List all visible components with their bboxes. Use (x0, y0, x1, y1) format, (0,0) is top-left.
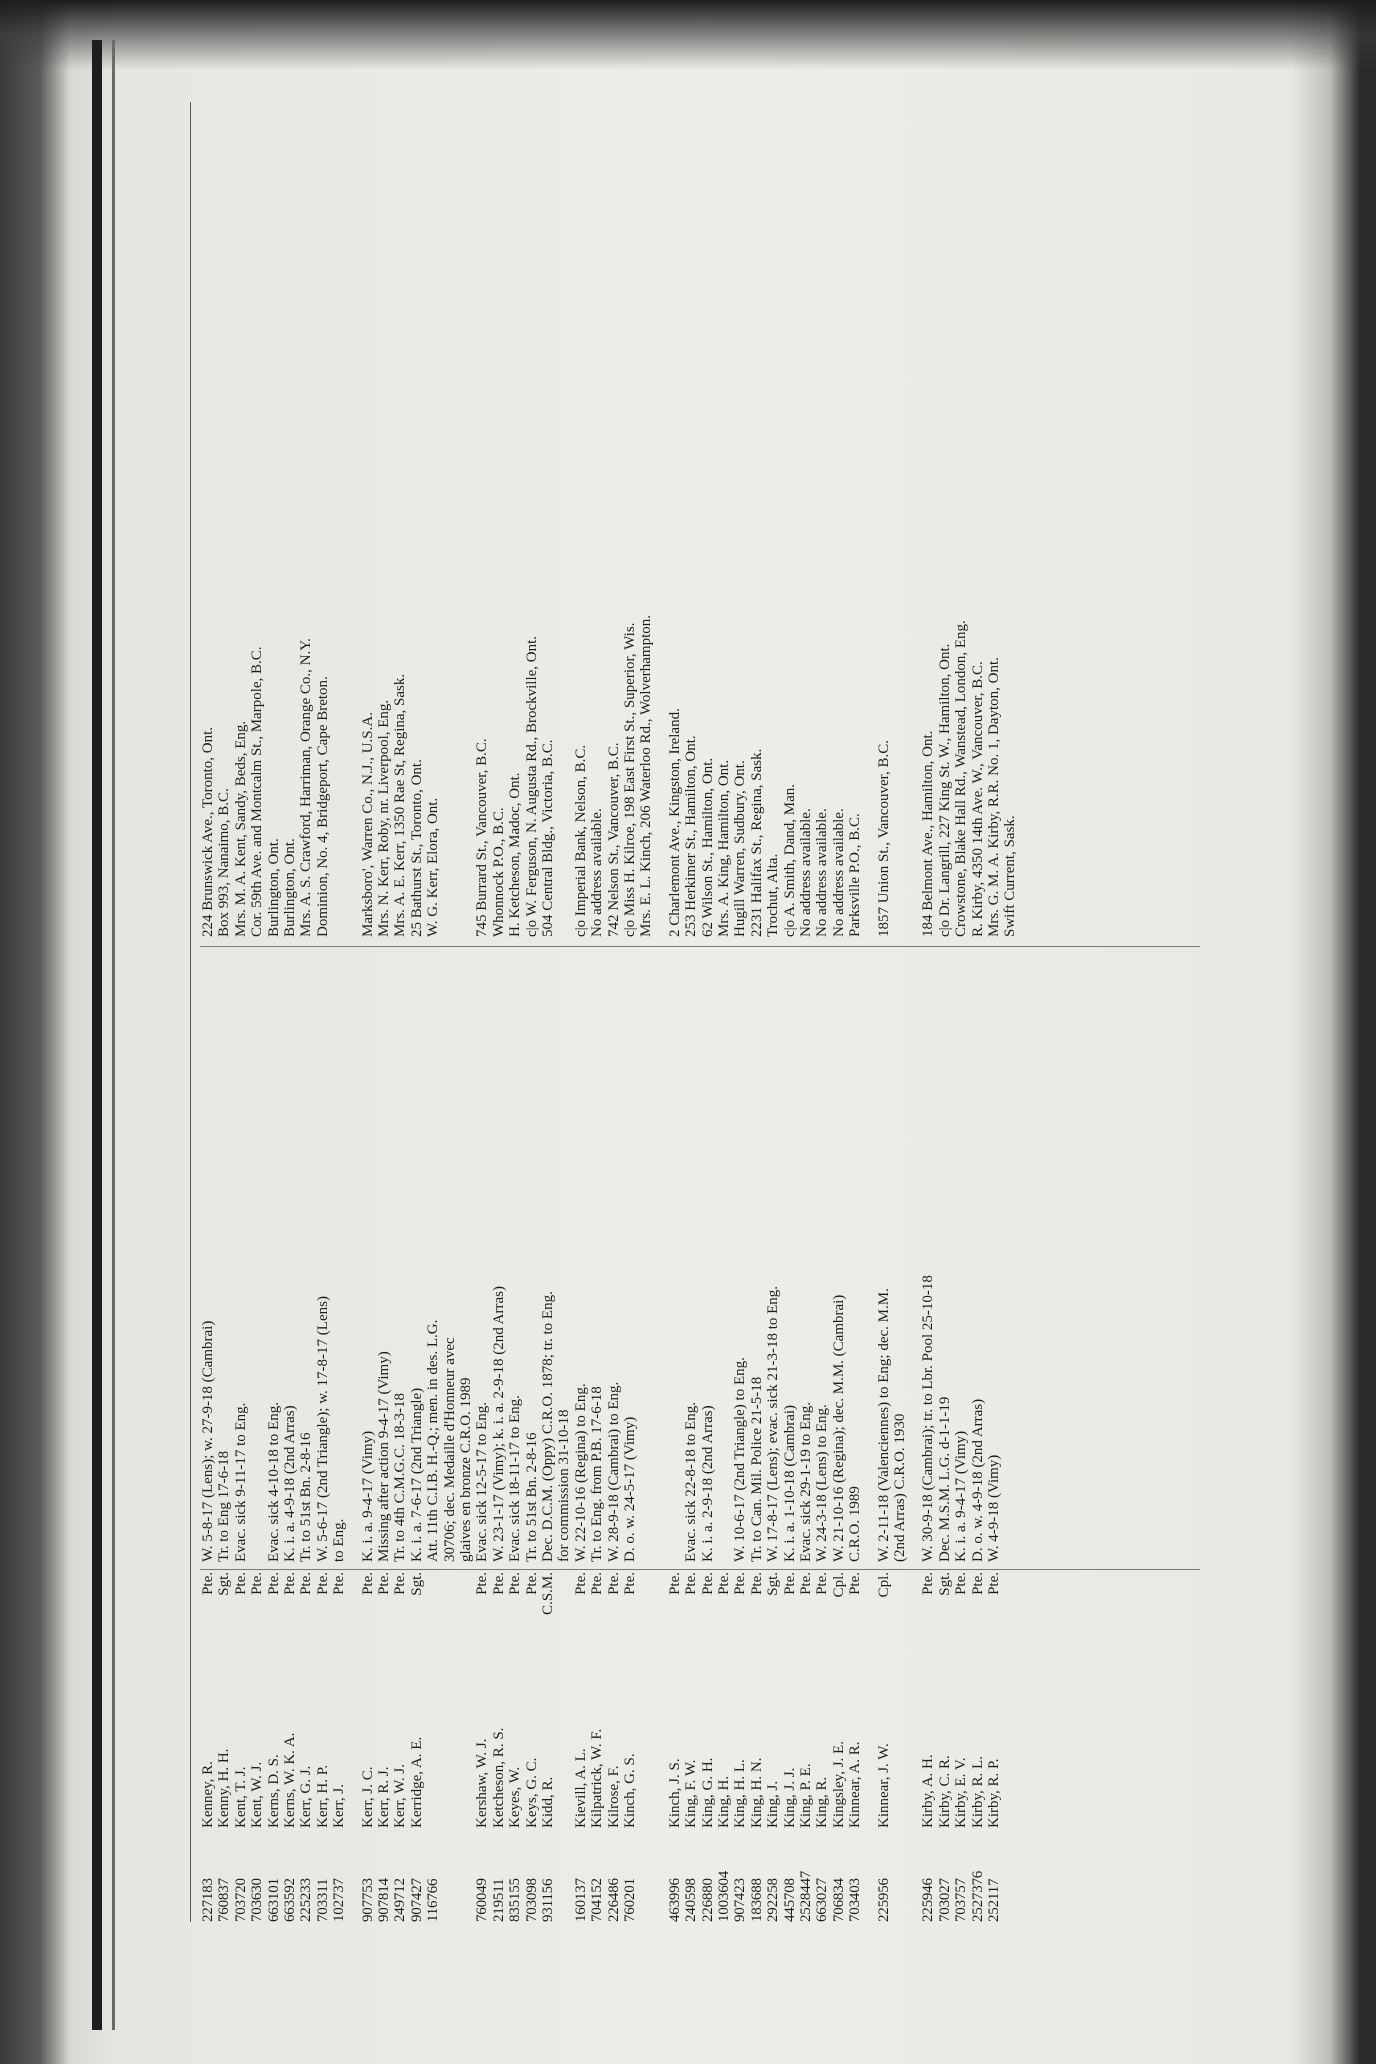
regimental-number: 225956 (875, 1878, 892, 1922)
roster-row (458, 82, 474, 1922)
roster-row (683, 82, 699, 1922)
rank: Pte. (232, 1572, 249, 1595)
regimental-number: 249712 (392, 1878, 409, 1922)
address: 25 Bathurst St., Toronto, Ont. (408, 759, 425, 937)
soldier-name: Kinch, G. S. (622, 1753, 638, 1828)
service-record: to Eng. (331, 1518, 348, 1562)
rank: Pte. (331, 1572, 348, 1595)
roster-row (765, 82, 781, 1922)
service-record: K. i. a. 9-4-17 (Vimy) (953, 1430, 970, 1562)
roster-row (216, 82, 232, 1922)
top-shadow (0, 0, 1376, 70)
roster-row (540, 82, 556, 1922)
roster-row (892, 82, 908, 1922)
regimental-number: 160137 (572, 1878, 589, 1922)
soldier-name: Kinnear, A. R. (847, 1741, 864, 1828)
service-record: Tr. to 51st Bn. 2-8-16 (523, 1432, 540, 1562)
rank: Pte. (683, 1572, 700, 1595)
address: Cor. 59th Ave. and Montcalm St., Marpole, B.C. (249, 646, 266, 937)
soldier-name: Kirby, A. H. (920, 1754, 937, 1828)
regimental-number: 760049 (474, 1878, 491, 1922)
service-record: K. i. a. 2-9-18 (2nd Arras) (699, 1405, 716, 1562)
address: c|o A. Smith, Dand, Man. (781, 784, 798, 937)
soldier-name: Kievill, A. L. (572, 1748, 589, 1828)
address: Marksboro', Warren Co., N.J., U.S.A. (359, 712, 376, 937)
service-record: Evac. sick 29-1-19 to Eng. (798, 1402, 814, 1562)
rank: Pte. (716, 1572, 732, 1595)
regimental-number: 219511 (490, 1878, 507, 1922)
service-record: (2nd Arras) C.R.O. 1930 (892, 1413, 908, 1562)
rank: Pte. (474, 1572, 491, 1595)
regimental-number: 703311 (314, 1878, 331, 1922)
service-record: D. o. w. 24-5-17 (Vimy) (622, 1416, 638, 1562)
service-record: D. o. w. 4-9-18 (2nd Arras) (969, 1398, 986, 1562)
rank: Pte. (814, 1572, 831, 1595)
rank: Pte. (969, 1572, 986, 1595)
roster-row (282, 82, 298, 1922)
regimental-number: 907423 (732, 1878, 749, 1922)
soldier-name: Kent, W. J. (249, 1761, 266, 1828)
service-record: Tr. to Eng 17-6-18 (216, 1450, 233, 1562)
address: Mrs. E. L. Kinch, 206 Waterloo Rd., Wolverhampton. (638, 615, 655, 937)
rank: Pte. (314, 1572, 331, 1595)
roster-row (507, 82, 523, 1922)
soldier-name: Kershaw, W. J. (474, 1738, 491, 1828)
roster-row (1002, 82, 1018, 1922)
service-record: Tr. to Can. Mil. Police 21-5-18 (748, 1376, 765, 1562)
roster-row (814, 82, 830, 1922)
rank: Pte. (920, 1572, 937, 1595)
service-record: Dec. D.C.M. (Oppy) C.R.O. 1878; tr. to Eng. (540, 1291, 556, 1562)
roster-row (315, 82, 331, 1922)
roster-row (360, 82, 376, 1922)
service-record: W. 30-9-18 (Cambrai); tr. to Lbr. Pool 25-10-18 (920, 1275, 937, 1562)
regimental-number: 907753 (359, 1878, 376, 1922)
rank: Pte. (781, 1572, 798, 1595)
soldier-name: Kenny, H. H. (216, 1748, 233, 1828)
regimental-number: 907814 (376, 1878, 392, 1922)
address: W. G. Kerr, Elora, Ont. (425, 797, 442, 937)
regimental-number: 703027 (936, 1878, 953, 1922)
address: Dominion, No. 4, Bridgeport, Cape Breton. (314, 676, 331, 937)
soldier-name: Kerr, W. J. (392, 1764, 409, 1828)
address: c|o Dr. Langrill, 227 King St. W., Hamilton, Ont. (936, 643, 953, 937)
rank: Pte. (265, 1572, 282, 1595)
roster-row (606, 82, 622, 1922)
roster-row (573, 82, 589, 1922)
soldier-name: Kerns, W. K. A. (282, 1732, 298, 1828)
address: c|o W. Ferguson, N. Augusta Rd., Brockville, Ont. (523, 635, 540, 937)
regimental-number: 931156 (540, 1878, 556, 1922)
service-record: Evac. sick 9-11-17 to Eng. (232, 1402, 249, 1562)
soldier-name: Kerr, H. P. (314, 1764, 331, 1828)
address: Hugill Warren, Sudbury, Ont. (732, 760, 749, 937)
rank: Pte. (507, 1572, 524, 1595)
soldier-name: Kent, T. J. (232, 1766, 249, 1828)
regimental-number: 226486 (605, 1878, 622, 1922)
service-record: W. 23-1-17 (Vimy); k. i. a. 2-9-18 (2nd Arras) (490, 1286, 507, 1562)
regimental-number: 226880 (699, 1878, 716, 1922)
address: Mrs. M. A. Kent, Sandy, Beds, Eng. (232, 720, 249, 937)
roster-row (266, 82, 282, 1922)
rank: Pte. (490, 1572, 507, 1595)
roster-row (249, 82, 265, 1922)
soldier-name: Kirby, R. L. (969, 1756, 986, 1828)
soldier-name: Kingsley, J. E. (830, 1741, 847, 1828)
roster-row (409, 82, 425, 1922)
address: 224 Brunswick Ave., Toronto, Ont. (200, 726, 216, 937)
address: Mrs. G. M. A. Kirby, R.R. No. 1, Dayton, Ont. (986, 657, 1002, 937)
soldier-name: Kirby, E. V. (953, 1757, 970, 1828)
regimental-number: 1003604 (716, 1870, 732, 1922)
regimental-number: 102737 (331, 1878, 348, 1922)
regimental-number: 760837 (216, 1878, 233, 1922)
soldier-name: King, H. L. (732, 1759, 749, 1828)
regimental-number: 703098 (523, 1878, 540, 1922)
address: 1857 Union St., Vancouver, B.C. (875, 739, 892, 937)
soldier-name: King, F. W. (683, 1759, 700, 1828)
rank: Sgt. (765, 1572, 782, 1596)
roster-row (716, 82, 732, 1922)
service-record: W. 21-10-16 (Regina); dec. M.M. (Cambrai) (830, 1294, 847, 1562)
rotated-roster-page (200, 82, 1210, 1922)
service-record: Tr. to Eng. from P.B. 17-6-18 (589, 1386, 606, 1562)
address: No address available. (589, 808, 606, 937)
regimental-number: 227183 (200, 1878, 216, 1922)
rank: Pte. (847, 1572, 864, 1595)
rank: C.S.M. (540, 1572, 556, 1615)
address: No address available. (798, 808, 814, 937)
regimental-number: 760201 (622, 1878, 638, 1922)
soldier-name: Kilrose, F. (605, 1765, 622, 1828)
soldier-name: King, H. N. (748, 1757, 765, 1828)
rank: Pte. (732, 1572, 749, 1595)
roster-row (524, 82, 540, 1922)
roster-row (491, 82, 507, 1922)
soldier-name: Keyes, W. (507, 1766, 524, 1828)
service-record: Evac. sick 4-10-18 to Eng. (265, 1402, 282, 1562)
roster-row (732, 82, 748, 1922)
roster-row (589, 82, 605, 1922)
address: 62 Wilson St., Hamilton, Ont. (699, 757, 716, 937)
service-record: for commission 31-10-18 (556, 1409, 573, 1562)
address: No address available. (830, 808, 847, 937)
roster-row (970, 82, 986, 1922)
regimental-number: 703403 (847, 1878, 864, 1922)
roster-row (937, 82, 953, 1922)
top-rule (190, 102, 191, 1922)
roster-row (233, 82, 249, 1922)
roster-row (876, 82, 892, 1922)
regimental-number: 663101 (265, 1878, 282, 1922)
soldier-name: King, J. J. (781, 1767, 798, 1828)
regimental-number: 225946 (920, 1878, 937, 1922)
address: Parksville P.O., B.C. (847, 813, 864, 937)
rank: Pte. (622, 1572, 638, 1595)
rank: Pte. (572, 1572, 589, 1595)
address: 2231 Halifax St., Regina, Sask. (748, 748, 765, 937)
rank: Pte. (589, 1572, 606, 1595)
address: 184 Belmont Ave., Hamilton, Ont. (920, 730, 937, 937)
roster-row (298, 82, 314, 1922)
address: R. Kirby, 4350 14th Ave. W., Vancouver, B.C. (969, 661, 986, 937)
address: Burlington, Ont. (282, 838, 298, 937)
rank: Sgt. (216, 1572, 233, 1596)
service-record: W. 28-9-18 (Cambrai) to Eng. (605, 1381, 622, 1562)
soldier-name: Kerridge, A. E. (408, 1736, 425, 1828)
regimental-number: 907427 (408, 1878, 425, 1922)
service-record: W. 17-8-17 (Lens); evac. sick 21-3-18 to Eng. (765, 1285, 782, 1562)
rank: Pte. (748, 1572, 765, 1595)
soldier-name: Kerr, J. C. (359, 1766, 376, 1828)
roster-row (638, 82, 654, 1922)
soldier-name: King, R. (814, 1776, 831, 1828)
service-record: Att. 11th C.I.B. H.-Q.; men. in des. L.G. (425, 1319, 442, 1562)
address: Burlington, Ont. (265, 838, 282, 937)
regimental-number: 663592 (282, 1878, 298, 1922)
soldier-name: King, G. H. (699, 1757, 716, 1828)
address: Mrs. A. King, Hamilton, Ont. (716, 759, 732, 937)
service-record: K. i. a. 4-9-18 (2nd Arras) (282, 1405, 298, 1562)
service-record: 30706; dec. Medaille d'Honneur avec (441, 1337, 458, 1562)
roster-row (556, 82, 572, 1922)
rank: Pte. (523, 1572, 540, 1595)
service-record: Tr. to 51st Bn. 2-8-16 (298, 1432, 315, 1562)
soldier-name: Kinch, J. S. (666, 1758, 683, 1828)
soldier-name: Kerns, D. S. (265, 1754, 282, 1828)
address: c|o Imperial Bank, Nelson, B.C. (572, 744, 589, 937)
soldier-name: Kinnear, J. W. (875, 1743, 892, 1828)
service-record: W. 5-8-17 (Lens); w. 27-9-18 (Cambrai) (200, 1320, 216, 1562)
address: H. Ketcheson, Madoc, Ont. (507, 772, 524, 937)
regimental-number: 835155 (507, 1878, 524, 1922)
address: Swift Current, Sask. (1002, 815, 1019, 937)
service-record: W. 24-3-18 (Lens) to Eng. (814, 1404, 831, 1562)
roster-row (622, 82, 638, 1922)
regimental-number: 445708 (781, 1878, 798, 1922)
service-record: K. i. a. 9-4-17 (Vimy) (359, 1430, 376, 1562)
regimental-number: 225233 (298, 1878, 315, 1922)
roster-row (953, 82, 969, 1922)
roster-row (782, 82, 798, 1922)
address: c|o Miss H. Kilroe, 198 East First St., Superior, Wis. (622, 622, 638, 937)
regimental-number: 703630 (249, 1878, 266, 1922)
regimental-number: 2528447 (798, 1870, 814, 1922)
service-record: W. 10-6-17 (2nd Triangle) to Eng. (732, 1357, 749, 1562)
service-record: K. i. a. 7-6-17 (2nd Triangle) (408, 1387, 425, 1562)
service-record: Evac. sick 18-11-17 to Eng. (507, 1395, 524, 1562)
rank: Pte. (666, 1572, 683, 1595)
regimental-number: 704152 (589, 1878, 606, 1922)
roster-row (331, 82, 347, 1922)
rank: Pte. (953, 1572, 970, 1595)
roster-row (831, 82, 847, 1922)
soldier-name: Kerr, R. J. (376, 1766, 392, 1828)
rank: Pte. (798, 1572, 814, 1595)
rank: Pte. (986, 1572, 1002, 1595)
rank: Pte. (392, 1572, 409, 1595)
regimental-number: 240598 (683, 1878, 700, 1922)
roster-row (920, 82, 936, 1922)
service-record: Evac. sick 12-5-17 to Eng. (474, 1402, 491, 1562)
soldier-name: King, J. (765, 1780, 782, 1828)
regimental-number: 703757 (953, 1878, 970, 1922)
address: No address available. (814, 808, 831, 937)
gutter-line (112, 40, 115, 2030)
regimental-number: 703720 (232, 1878, 249, 1922)
roster-row (798, 82, 814, 1922)
service-record: Dec. M.S.M. L.G. d-1-1-19 (936, 1396, 953, 1562)
soldier-name: Keys, G. C. (523, 1757, 540, 1828)
soldier-name: Kerr, J. (331, 1784, 348, 1828)
soldier-name: Kidd, R. (540, 1776, 556, 1828)
book-spine (92, 40, 102, 2030)
address: Crowstone, Blake Hall Rd., Wanstead, London, Eng. (953, 620, 970, 937)
regimental-number: 663027 (814, 1878, 831, 1922)
rank: Pte. (200, 1572, 216, 1595)
roster-row (667, 82, 683, 1922)
address: Trochut, Alta. (765, 853, 782, 937)
service-record: C.R.O. 1989 (847, 1486, 864, 1562)
roster-row (749, 82, 765, 1922)
soldier-name: Kenney, R. (200, 1761, 216, 1828)
address: Mrs. N. Kerr, Roby, nr. Liverpool, Eng. (376, 699, 392, 937)
soldier-name: King, P. E. (798, 1763, 814, 1828)
address: Mrs. A. S. Crawford, Harriman, Orange Co., N.Y. (298, 638, 315, 937)
soldier-name: Kirby, C. R. (936, 1755, 953, 1828)
address: 742 Nelson St., Vancouver, B.C. (605, 742, 622, 937)
rank: Pte. (699, 1572, 716, 1595)
rank: Cpl. (875, 1572, 892, 1598)
address: 745 Burrard St., Vancouver, B.C. (474, 738, 491, 937)
soldier-name: Ketcheson, R. S. (490, 1727, 507, 1828)
regimental-number: 252117 (986, 1878, 1002, 1922)
soldier-name: Kilpatrick, W. F. (589, 1728, 606, 1828)
rank: Sgt. (936, 1572, 953, 1596)
service-record: Tr. to 4th C.M.G.C. 18-3-18 (392, 1392, 409, 1562)
service-record: glaives en bronze C.R.O. 1989 (458, 1377, 474, 1562)
soldier-name: Kirby, R. P. (986, 1758, 1002, 1828)
regimental-number: 463996 (666, 1878, 683, 1922)
soldier-name: Kerr, G. J. (298, 1765, 315, 1828)
roster-row (376, 82, 392, 1922)
rank: Pte. (605, 1572, 622, 1595)
address: Whonnock P.O., B.C. (490, 807, 507, 937)
address: Box 993, Nanaimo, B.C. (216, 788, 233, 937)
service-record: W. 5-6-17 (2nd Triangle); w. 17-8-17 (Lens) (314, 1296, 331, 1562)
address: 504 Central Bldg., Victoria, B.C. (540, 739, 556, 937)
address: 2 Charlemont Ave., Kingston, Ireland. (666, 708, 683, 937)
service-record: Evac. sick 22-8-18 to Eng. (683, 1402, 700, 1562)
rank: Cpl. (830, 1572, 847, 1598)
rank: Pte. (298, 1572, 315, 1595)
rank: Pte. (249, 1572, 266, 1595)
rank: Pte. (359, 1572, 376, 1595)
regimental-number: 2527376 (969, 1870, 986, 1922)
roster-row (425, 82, 441, 1922)
regimental-number: 292258 (765, 1878, 782, 1922)
service-record: K. i. a. 1-10-18 (Cambrai) (781, 1404, 798, 1562)
roster-row (474, 82, 490, 1922)
regimental-number: 706834 (830, 1878, 847, 1922)
service-record: W. 4-9-18 (Vimy) (986, 1454, 1002, 1562)
rank: Pte. (282, 1572, 298, 1595)
address: 253 Herkimer St., Hamilton, Ont. (683, 735, 700, 937)
roster-row (392, 82, 408, 1922)
roster-row (700, 82, 716, 1922)
rank: Pte. (376, 1572, 392, 1595)
roster-row (442, 82, 458, 1922)
soldier-name: King, H. (716, 1775, 732, 1828)
regimental-number: 183688 (748, 1878, 765, 1922)
roster-row (986, 82, 1002, 1922)
roster-row (847, 82, 863, 1922)
service-record: W. 2-11-18 (Valenciennes) to Eng; dec. M.M. (875, 1288, 892, 1562)
regimental-number: 116766 (425, 1878, 442, 1922)
service-record: Missing after action 9-4-17 (Vimy) (376, 1351, 392, 1562)
address: Mrs. A. E. Kerr, 1350 Rae St, Regina, Sask. (392, 673, 409, 937)
service-record: W. 22-10-16 (Regina) to Eng. (572, 1383, 589, 1562)
roster-row (200, 82, 216, 1922)
rank: Sgt. (408, 1572, 425, 1596)
